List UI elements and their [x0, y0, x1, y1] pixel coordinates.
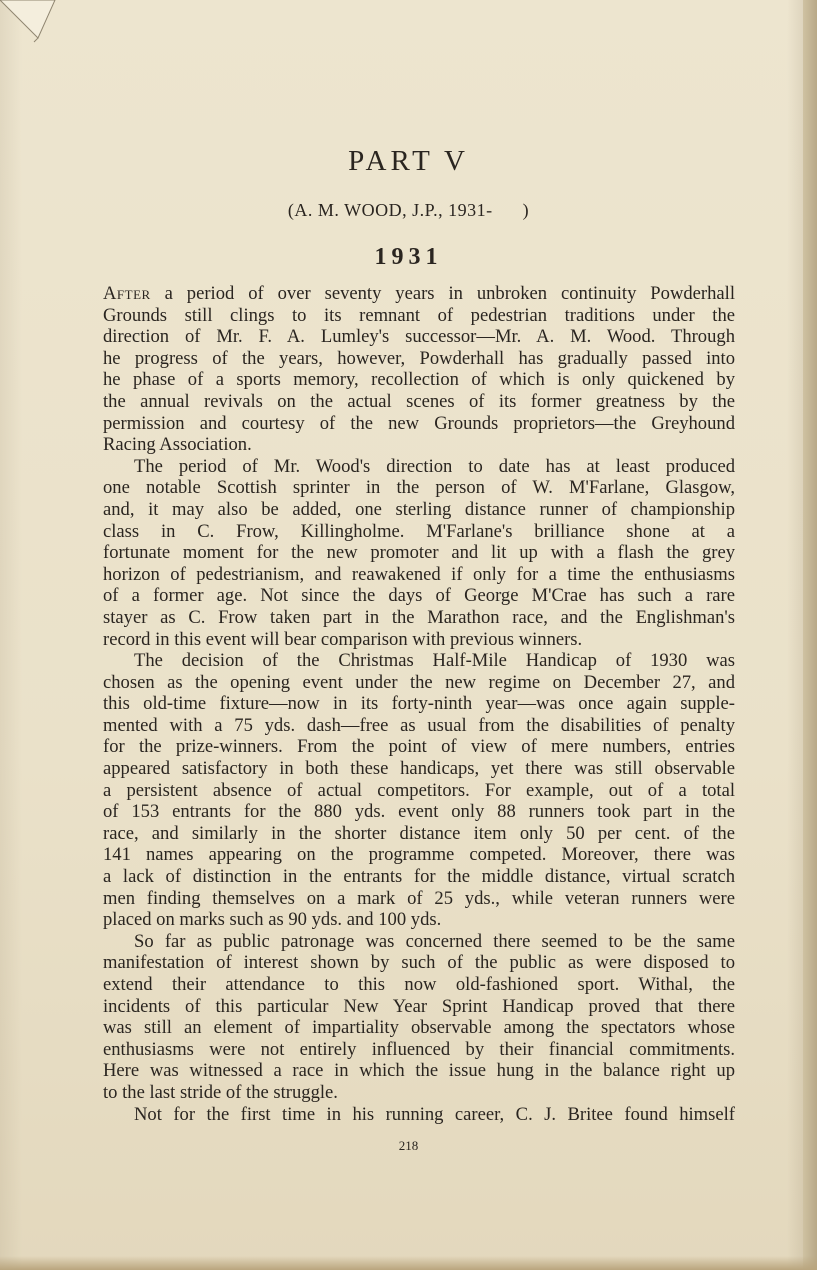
text-line: a lack of distinction in the entrants for the middle distance, virtual scratch	[103, 866, 735, 888]
text-line: men finding themselves on a mark of 25 yds., while veteran runners were	[103, 887, 735, 909]
text-line: extend their attendance to this now old-fashioned sport. Withal, the	[103, 974, 735, 995]
text-line: mented with a 75 yds. dash—free as usual from the disabilities of penalty	[103, 714, 735, 736]
text-line: enthusiasms were not entirely influenced by their financial commitments.	[103, 1038, 735, 1060]
page-edge-shadow	[803, 0, 817, 1270]
text-line: fortunate moment for the new promoter and lit up with a flash the grey	[103, 542, 735, 564]
text-line: a persistent absence of actual competitors. For example, out of a total	[103, 779, 735, 801]
text-line: The decision of the Christmas Half-Mile Handicap of 1930 was	[134, 650, 735, 672]
text-line: one notable Scottish sprinter in the person of W. M'Farlane, Glasgow,	[103, 477, 735, 499]
text-line: Not for the first time in his running career, C. J. Britee found himself	[134, 1103, 735, 1125]
text-line: chosen as the opening event under the new regime on December 27, and	[103, 671, 735, 693]
folded-corner-mark	[0, 0, 60, 45]
text-line: he progress of the years, however, Powderhall has gradually passed into	[103, 347, 735, 369]
text-line: this old-time fixture—now in its forty-ninth year—was once again supple-	[103, 693, 735, 715]
body-text	[103, 283, 735, 1125]
text-line: the annual revivals on the actual scenes of its former greatness by the	[103, 390, 735, 412]
text-line: and, it may also be added, one sterling distance runner of championship	[103, 498, 735, 520]
text-line: manifestation of interest shown by such of the public as were disposed to	[103, 952, 735, 974]
text-line: to the last stride of the struggle.	[103, 1081, 338, 1103]
text-line: of a former age. Not since the days of George M'Crae has such a rare	[103, 585, 735, 607]
text-line: class in C. Frow, Killingholme. M'Farlane's brilliance shone at a	[103, 520, 735, 542]
text-line: Grounds still clings to its remnant of pedestrian traditions under the	[103, 304, 735, 326]
part-subtitle: (A. M. WOOD, J.P., 1931- )	[287, 200, 530, 220]
text-line: Here was witnessed a race in which the issue hung in the balance right up	[103, 1060, 735, 1082]
page-bottom-shadow	[0, 1256, 817, 1270]
text-line: incidents of this particular New Year Sprint Handicap proved that there	[103, 995, 735, 1017]
text-line: appeared satisfactory in both these handicaps, yet there was still observable	[103, 758, 735, 780]
text-line: race, and similarly in the shorter distance item only 50 per cent. of the	[103, 822, 735, 844]
text-line: permission and courtesy of the new Grounds proprietors—the Greyhound	[103, 412, 735, 434]
text-line: So far as public patronage was concerned there seemed to be the same	[134, 930, 735, 952]
page-number: 218	[398, 1138, 419, 1153]
text-line: Racing Association.	[103, 434, 252, 456]
text-line: stayer as C. Frow taken part in the Marathon race, and the Englishman's	[103, 606, 735, 628]
year-heading: 1931	[374, 244, 443, 270]
part-title: PART V	[348, 145, 469, 177]
text-line: was still an element of impartiality observable among the spectators whose	[103, 1017, 735, 1039]
drop-word: After	[103, 283, 151, 304]
text-line: record in this event will bear comparison with previous winners.	[103, 628, 583, 650]
text-line: horizon of pedestrianism, and reawakened if only for a time the enthusiasms	[103, 563, 735, 585]
text-line: 141 names appearing on the programme competed. Moreover, there was	[103, 844, 735, 866]
text-line: for the prize-winners. From the point of view of mere numbers, entries	[103, 736, 735, 758]
text-line: placed on marks such as 90 yds. and 100 yds.	[103, 909, 442, 931]
text-line: The period of Mr. Wood's direction to date has at least produced	[134, 455, 735, 477]
text-line: After a period of over seventy years in unbroken continuity Powderhall	[103, 283, 735, 304]
text-line: of 153 entrants for the 880 yds. event only 88 runners took part in the	[103, 801, 735, 823]
text-line: he phase of a sports memory, recollection of which is only quickened by	[103, 369, 735, 391]
text-line: direction of Mr. F. A. Lumley's successor—Mr. A. M. Wood. Through	[103, 326, 735, 348]
